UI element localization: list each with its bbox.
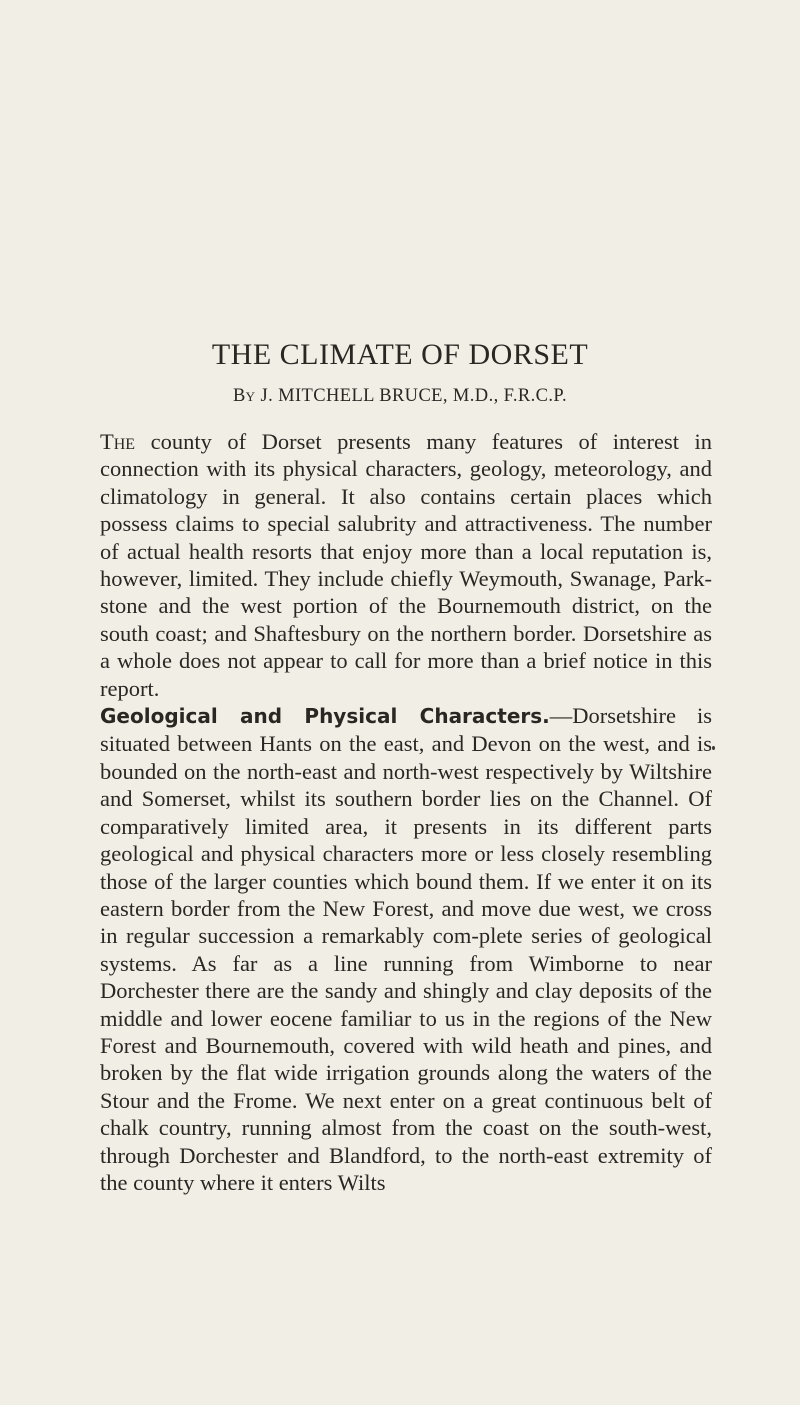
chapter-title: THE CLIMATE OF DORSET bbox=[211, 338, 589, 371]
paragraph-geology bbox=[100, 702, 712, 1196]
byline-prefix: By bbox=[232, 386, 256, 406]
paragraph-text: county of Dorset presents many features of interest in connection with its physical characters, geology, meteorology, and climatology in general. It also contains certain places which possess claims to special salubrity and attractiveness. The number of actual health resorts that enjoy more than a local reputation is, however, limited. They include chiefly Weymouth, Swanage, Park-stone and the west portion of the Bournemouth district, on the south coast; and Shaftesbury on the northern border. Dorsetshire as a whole does not appear to call for more than a brief notice in this report. bbox=[100, 429, 713, 701]
body-text bbox=[100, 428, 712, 1196]
paragraph-text: —Dorsetshire is situated between Hants on the east, and Devon on the west, and is bounded on the north-east and north-west respectively by Wiltshire and Somerset, whilst its southern border lies on the Channel. Of comparatively limited area, it presents in its different parts geological and physical characters more or less closely resembling those of the larger counties which bound them. If we enter it on its eastern border from the New Forest, and move due west, we cross in regular succession a remarkably com-plete series of geological systems. As far as a line running from Wimborne to near Dorchester there are the sandy and shingly and clay deposits of the middle and lower eocene familiar to us in the regions of the New Forest and Bournemouth, covered with wild heath and pines, and broken by the flat wide irrigation grounds along the waters of the Stour and the Frome. We next enter on a great continuous belt of chalk country, running almost from the coast on the south-west, through Dorchester and Blandford, to the north-east extremity of the county where it enters Wilts bbox=[100, 703, 712, 1195]
section-heading: Geological and Physical Characters. bbox=[100, 704, 550, 729]
page-speck bbox=[712, 746, 715, 750]
author-byline bbox=[0, 386, 800, 407]
paragraph-intro bbox=[100, 428, 712, 702]
byline-author: J. MITCHELL BRUCE, M.D., F.R.C.P. bbox=[260, 386, 568, 406]
paragraph-lead-word: The bbox=[100, 429, 136, 454]
